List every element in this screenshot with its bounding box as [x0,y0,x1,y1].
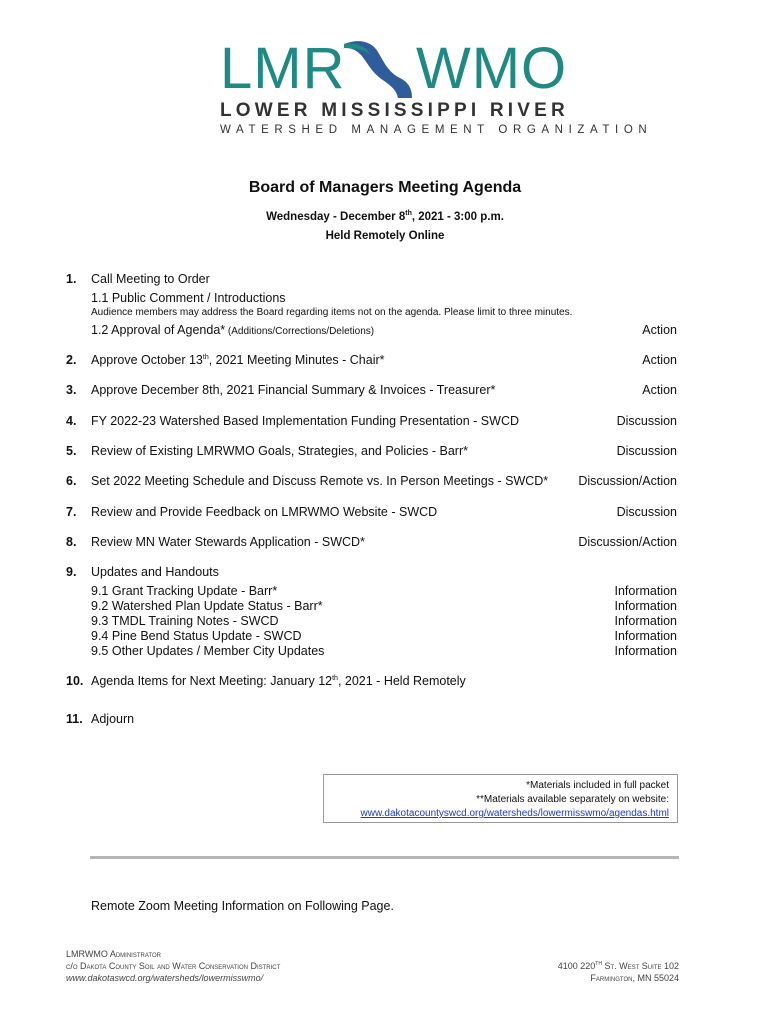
item-11-number: 11. [66,712,83,726]
item-9-3-label: 9.3 TMDL Training Notes - SWCD [91,614,279,628]
item-4-number: 4. [66,414,77,428]
materials-note-box [323,774,678,823]
item-1-2-status: Action [642,323,677,337]
item-1-2-label: 1.2 Approval of Agenda* [91,323,226,337]
item-2-suffix: , 2021 Meeting Minutes - Chair* [208,353,385,367]
footer-address-sup: th [595,960,602,967]
item-9-number: 9. [66,565,77,579]
item-8-status: Discussion/Action [578,535,677,549]
item-1-2-detail: (Additions/Corrections/Deletions) [225,326,375,337]
item-3-status: Action [642,383,677,397]
materials-note-line1: *Materials included in full packet [526,780,669,791]
item-9-1-label: 9.1 Grant Tracking Update - Barr* [91,584,278,598]
item-1-2 [91,323,374,337]
logo-line3: WATERSHED MANAGEMENT ORGANIZATION [220,124,653,136]
footer-website: www.dakotaswcd.org/watersheds/lowermisswmo/ [66,973,264,983]
item-9-4-label: 9.4 Pine Bend Status Update - SWCD [91,629,302,643]
item-10-sup: th [332,674,338,682]
item-10-suffix: , 2021 - Held Remotely [337,674,466,688]
item-3-number: 3. [66,383,77,397]
item-10-prefix: Agenda Items for Next Meeting: January 12 [91,674,333,688]
divider [90,856,679,859]
remote-meeting-note: Remote Zoom Meeting Information on Following Page. [91,899,394,913]
item-2-label [91,353,385,367]
page-title: Board of Managers Meeting Agenda [248,179,522,196]
item-8-number: 8. [66,535,77,549]
river-icon [338,36,418,106]
item-7-label: Review and Provide Feedback on LMRWMO Website - SWCD [91,505,438,519]
item-9-1-status: Information [614,584,677,598]
logo [220,36,653,136]
footer-left [66,948,280,984]
logo-right-text: WMO [416,36,568,101]
item-5-status: Discussion [616,444,677,458]
footer-address-prefix: 4100 220 [557,961,596,971]
footer-address [558,960,679,972]
meeting-date-suffix: , 2021 - 3:00 p.m. [411,211,504,223]
item-9-label: Updates and Handouts [91,565,219,579]
item-3-label: Approve December 8th, 2021 Financial Summary & Invoices - Treasurer* [91,383,496,397]
item-10-number: 10. [66,674,84,688]
footer-district: c/o Dakota County Soil and Water Conservation District [66,961,281,971]
agendas-link[interactable]: www.dakotacountyswcd.org/watersheds/lowermisswmo/agendas.html [360,808,669,819]
item-2-prefix: Approve October 13 [91,353,203,367]
footer-city: Farmington, MN 55024 [590,973,679,983]
item-4-label: FY 2022-23 Watershed Based Implementation Funding Presentation - SWCD [91,414,519,428]
item-6-label: Set 2022 Meeting Schedule and Discuss Remote vs. In Person Meetings - SWCD* [91,474,549,488]
item-9-5-label: 9.5 Other Updates / Member City Updates [91,644,325,658]
item-2-status: Action [642,353,677,367]
item-9-4-status: Information [614,629,677,643]
item-9-2-label: 9.2 Watershed Plan Update Status - Barr* [91,599,323,613]
logo-left-text: LMR [220,36,346,101]
item-5-label: Review of Existing LMRWMO Goals, Strategies, and Policies - Barr* [91,444,468,458]
item-10-label [91,674,466,688]
item-8-label: Review MN Water Stewards Application - SWCD* [91,535,365,549]
footer-address-suffix: St. West Suite 102 [601,961,679,971]
footer-right [558,960,679,984]
item-9-2-status: Information [614,599,677,613]
item-2-number: 2. [66,353,77,367]
item-1-1-label: 1.1 Public Comment / Introductions [91,291,286,305]
item-6-number: 6. [66,474,77,488]
item-1-label: Call Meeting to Order [91,272,210,286]
meeting-date-prefix: Wednesday - December 8 [266,211,406,223]
item-7-number: 7. [66,505,77,519]
meeting-date-sup: th [405,210,412,218]
meeting-date [0,211,770,223]
meeting-location: Held Remotely Online [325,230,445,242]
item-7-status: Discussion [616,505,677,519]
item-1-number: 1. [66,272,77,286]
item-6-status: Discussion/Action [578,474,677,488]
item-9-5-status: Information [614,644,677,658]
logo-line2: LOWER MISSISSIPPI RIVER [220,100,569,121]
item-5-number: 5. [66,444,77,458]
footer-administrator: LMRWMO Administrator [66,949,161,959]
item-1-1-note: Audience members may address the Board regarding items not on the agenda. Please limit to three minutes. [91,307,573,318]
materials-note-line2: **Materials available separately on website: [476,794,669,805]
item-4-status: Discussion [616,414,677,428]
item-11-label: Adjourn [91,712,135,726]
item-2-sup: th [202,353,209,361]
item-9-3-status: Information [614,614,677,628]
